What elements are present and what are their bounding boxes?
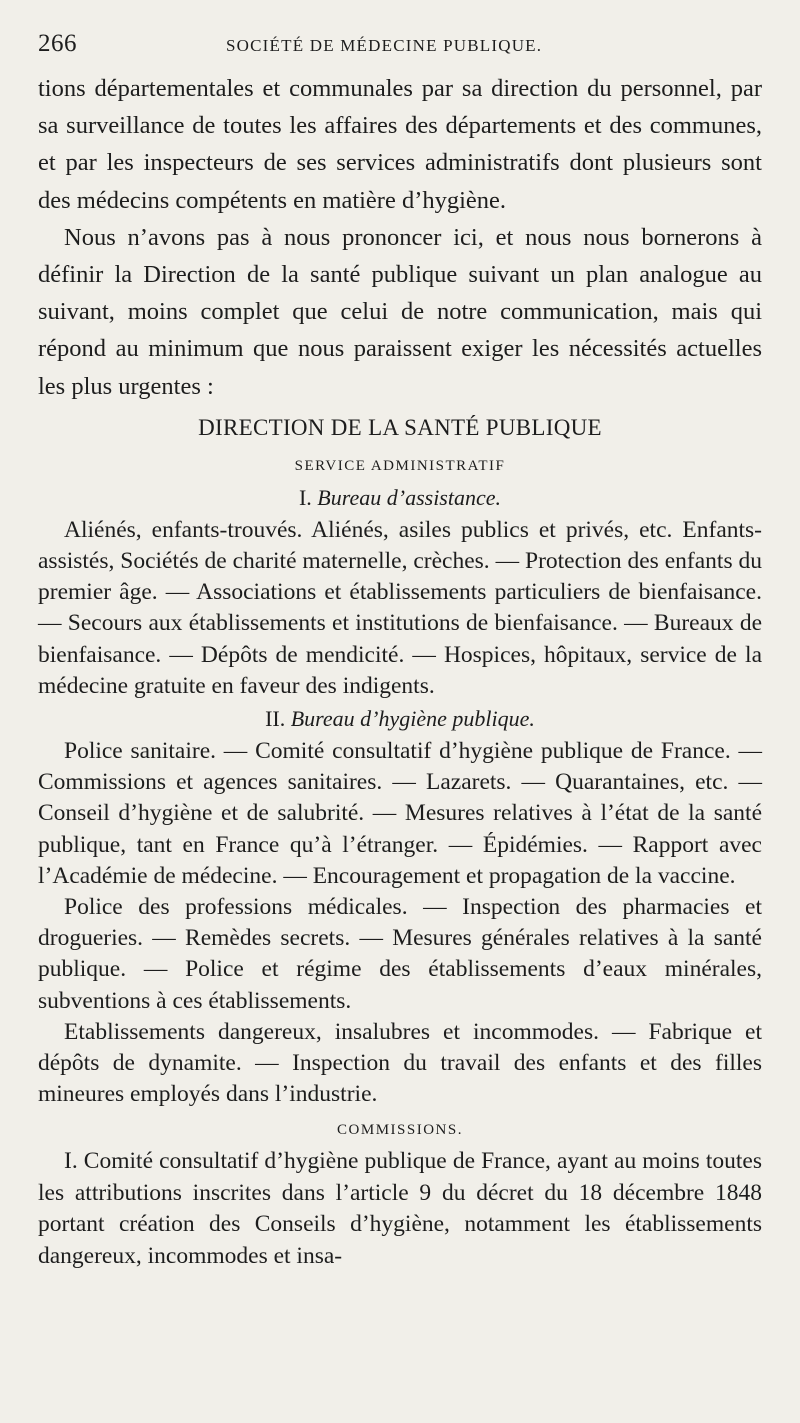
bureau-hygiene-item: Etablissements dangereux, insalubres et incommodes. — Fabrique et dépôts de dynamite. — Inspection du travail des enfants et des filles mineures employés dans l’industrie. — [38, 1018, 762, 1108]
heading-commissions: COMMISSIONS. — [337, 1122, 463, 1139]
bureau-title: Bureau d’assistance. — [317, 484, 502, 510]
page-number: 266 — [38, 30, 77, 57]
bureau-hygiene-item: Police sanitaire. — Comité consultatif d’hygiène publique de France. — Commissions et agences sanitaires. — Lazarets. — Quarantaines, etc. — Conseil d’hygiène et de salubrité. — Mesures relatives à l’état de la santé publique, tant en France qu’à l’étranger. — Épidémies. — Rapport avec l’Académie de médecine. — Encouragement et propagation de la vaccine. — [38, 738, 762, 889]
heading-bureau-hygiene — [38, 702, 762, 736]
commission-item: I. Comité consultatif d’hygiène publique de France, ayant au moins toutes les attributions inscrites dans l’article 9 du décret du 18 décembre 1848 portant création des Conseils d’hygiène, notamment les établissements dangereux, incommodes et insa- — [38, 1148, 762, 1269]
heading-direction: DIRECTION DE LA SANTÉ PUBLIQUE — [198, 414, 602, 440]
bureau-assistance-text: Aliénés, enfants-trouvés. Aliénés, asiles publics et privés, etc. Enfants-assistés, Sociétés de charité maternelle, crèches. — Protection des enfants du premier âge. — Associations et établissements particuliers de bienfaisance. — Secours aux établissements et institutions de bienfaisance. — Bureaux de bienfaisance. — Dépôts de mendicité. — Hospices, hôpitaux, service de la médecine gratuite en faveur des indigents. — [38, 516, 762, 699]
bureau-number: I. — [298, 484, 312, 510]
heading-service: SERVICE ADMINISTRATIF — [294, 457, 506, 474]
bureau-number: II. — [265, 706, 286, 732]
running-head — [38, 30, 762, 70]
bureau-hygiene-item: Police des professions médicales. — Inspection des pharmacies et drogueries. — Remèdes secrets. — Mesures générales relatives à la santé publique. — Police et régime des établissements d’eaux minérales, subventions à ces établissements. — [38, 894, 762, 1014]
paragraph-plan: Nous n’avons pas à nous prononcer ici, et nous nous bornerons à définir la Direction de la santé publique suivant un plan analogue au suivant, moins complet que celui de notre communication, mais qui répond au minimum que nous paraissent exiger les nécessités actuelles les plus urgentes : — [38, 223, 762, 400]
running-title: SOCIÉTÉ DE MÉDECINE PUBLIQUE. — [226, 36, 543, 55]
paragraph-intro: tions départementales et communales par sa direction du personnel, par sa surveillance de toutes les affaires des départements et des communes, et par les inspecteurs de ses services administratifs dont plusieurs sont des médecins compétents en matière d’hygiène. — [38, 75, 762, 214]
bureau-title: Bureau d’hygiène publique. — [290, 706, 535, 732]
heading-bureau-assistance — [38, 481, 762, 515]
